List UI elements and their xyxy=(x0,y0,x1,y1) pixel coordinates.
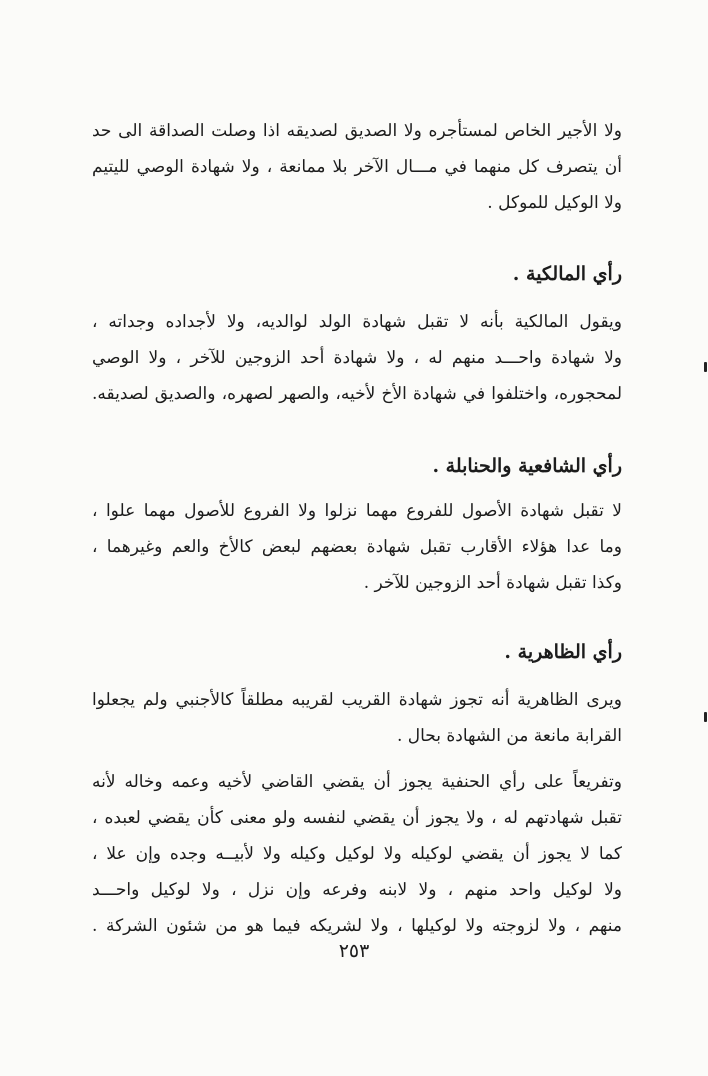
scan-edge-mark xyxy=(704,712,707,722)
paragraph-line: ولا الوكيل للموكل . xyxy=(487,193,622,213)
paragraph-line: وتفريعاً على رأي الحنفية يجوز أن يقضي القاضي لأخيه وعمه وخاله لأنه xyxy=(92,772,622,792)
paragraph-5 xyxy=(92,764,622,944)
paragraph-line: ولا شهادة واحـــد منهم له ، ولا شهادة أحد الزوجين للآخر ، ولا الوصي xyxy=(92,348,622,368)
paragraph-line: منهم ، ولا لزوجته ولا لوكيلها ، ولا لشريكه فيما هو من شئون الشركة . xyxy=(92,916,622,936)
paragraph-line: لمحجوره، واختلفوا في شهادة الأخ لأخيه، والصهر لصهره، والصديق لصديقه. xyxy=(92,384,622,404)
paragraph-line: لا تقبل شهادة الأصول للفروع مهما نزلوا ولا الفروع للأصول مهما علوا ، xyxy=(92,501,622,521)
paragraph-line: ولا لوكيل واحد منهم ، ولا لابنه وفرعه وإن نزل ، ولا لوكيل واحـــد xyxy=(92,880,622,900)
paragraph-4 xyxy=(92,682,622,754)
section-heading-malikiyya: رأي المالكية . xyxy=(512,263,622,285)
section-heading-zahiriyya: رأي الظاهرية . xyxy=(504,641,622,663)
paragraph-line: وما عدا هؤلاء الأقارب تقبل شهادة بعضهم لبعض كالأخ والعم وغيرهما ، xyxy=(92,537,622,557)
paragraph-line: وكذا تقبل شهادة أحد الزوجين للآخر . xyxy=(363,573,622,593)
paragraph-3 xyxy=(92,493,622,601)
paragraph-line: ويقول المالكية بأنه لا تقبل شهادة الولد لوالديه، ولا لأجداده وجداته ، xyxy=(92,312,622,332)
paragraph-line: ولا الأجير الخاص لمستأجره ولا الصديق لصديقه اذا وصلت الصداقة الى حد xyxy=(92,121,622,141)
paragraph-1 xyxy=(92,113,622,221)
paragraph-line: كما لا يجوز أن يقضي لوكيله ولا لوكيل وكيله ولا لأبيــه وجده وإن علا ، xyxy=(92,844,622,864)
paragraph-line: أن يتصرف كل منهما في مـــال الآخر بلا ممانعة ، ولا شهادة الوصي لليتيم xyxy=(92,157,622,177)
paragraph-line: ويرى الظاهرية أنه تجوز شهادة القريب لقريبه مطلقاً كالأجنبي ولم يجعلوا xyxy=(92,690,622,710)
page-number: ٢٥٣ xyxy=(338,940,370,962)
section-heading-shafiiyya: رأي الشافعية والحنابلة . xyxy=(432,455,622,477)
paragraph-2 xyxy=(92,304,622,412)
scan-edge-mark xyxy=(704,362,707,372)
paragraph-line: القرابة مانعة من الشهادة بحال . xyxy=(396,726,622,746)
paragraph-line: تقبل شهادتهم له ، ولا يجوز أن يقضي لنفسه ولو معنى كأن يقضي لعبده ، xyxy=(92,808,622,828)
